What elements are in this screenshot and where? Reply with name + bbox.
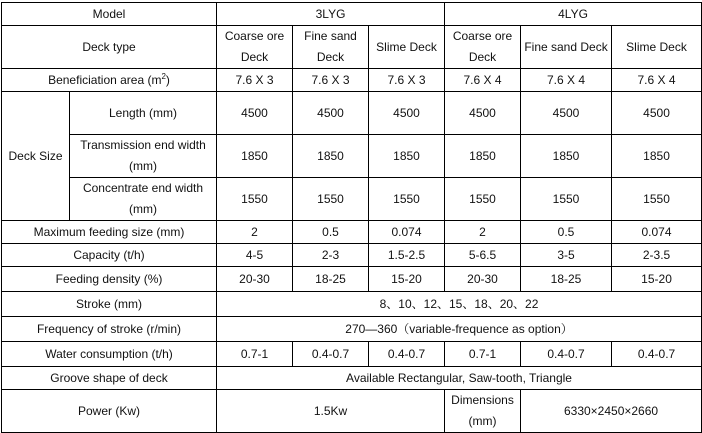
value-cell: 7.6 X 4 (521, 69, 612, 92)
value-cell: 1550 (612, 178, 702, 221)
beneficiation-label-text: Beneficiation area (m (48, 72, 162, 87)
model-row (2, 3, 702, 26)
power-row (2, 390, 702, 433)
value-cell: 2 (445, 221, 521, 244)
value-cell: 0.4-0.7 (293, 342, 369, 367)
value-cell: 5-6.5 (445, 244, 521, 267)
power-label: Power (Kw) (2, 390, 217, 433)
beneficiation-row (2, 69, 702, 92)
value-cell: 0.7-1 (217, 342, 293, 367)
value-cell: 15-20 (612, 267, 702, 292)
value-cell: 18-25 (521, 267, 612, 292)
value-cell: 1850 (521, 135, 612, 178)
value-cell: 1850 (445, 135, 521, 178)
feeding-density-label: Feeding density (%) (2, 267, 217, 292)
value-cell: 2-3.5 (612, 244, 702, 267)
frequency-value: 270—360（variable-frequence as option） (217, 317, 702, 342)
value-cell: 0.5 (521, 221, 612, 244)
value-cell: 1850 (293, 135, 369, 178)
value-cell: 0.7-1 (445, 342, 521, 367)
model-4lyg: 4LYG (445, 3, 702, 26)
spec-table (1, 2, 702, 433)
value-cell: 1850 (217, 135, 293, 178)
value-cell: 4500 (369, 92, 445, 135)
power-value: 1.5Kw (217, 390, 445, 433)
value-cell: 0.4-0.7 (369, 342, 445, 367)
value-cell: 7.6 X 3 (369, 69, 445, 92)
beneficiation-label-end: ) (165, 72, 170, 87)
deck-type-cell: Coarse ore Deck (217, 26, 293, 69)
value-cell: 0.4-0.7 (612, 342, 702, 367)
model-label: Model (2, 3, 217, 26)
value-cell: 7.6 X 3 (293, 69, 369, 92)
value-cell: 4500 (521, 92, 612, 135)
value-cell: 4-5 (217, 244, 293, 267)
value-cell: 1850 (369, 135, 445, 178)
water-consumption-label: Water consumption (t/h) (2, 342, 217, 367)
value-cell: 0.4-0.7 (521, 342, 612, 367)
value-cell: 0.5 (293, 221, 369, 244)
deck-type-cell: Fine sand Deck (521, 26, 612, 69)
value-cell: 20-30 (217, 267, 293, 292)
transmission-width-label: Transmission end width (mm) (70, 135, 217, 178)
deck-size-label: Deck Size (2, 92, 70, 221)
frequency-row (2, 317, 702, 342)
value-cell: 7.6 X 3 (217, 69, 293, 92)
value-cell: 1550 (445, 178, 521, 221)
value-cell: 3-5 (521, 244, 612, 267)
deck-type-cell: Slime Deck (369, 26, 445, 69)
transmission-width-row (2, 135, 702, 178)
value-cell: 2 (217, 221, 293, 244)
frequency-label: Frequency of stroke (r/min) (2, 317, 217, 342)
value-cell: 4500 (217, 92, 293, 135)
deck-length-row (2, 92, 702, 135)
deck-type-cell: Fine sand Deck (293, 26, 369, 69)
deck-length-label: Length (mm) (70, 92, 217, 135)
value-cell: 4500 (445, 92, 521, 135)
groove-shape-row (2, 367, 702, 390)
capacity-label: Capacity (t/h) (2, 244, 217, 267)
value-cell: 0.074 (369, 221, 445, 244)
concentrate-width-row (2, 178, 702, 221)
value-cell: 1550 (217, 178, 293, 221)
value-cell: 1550 (369, 178, 445, 221)
value-cell: 18-25 (293, 267, 369, 292)
stroke-value: 8、10、12、15、18、20、22 (217, 292, 702, 317)
deck-type-cell: Slime Deck (612, 26, 702, 69)
value-cell: 4500 (612, 92, 702, 135)
value-cell: 2-3 (293, 244, 369, 267)
feeding-density-row (2, 267, 702, 292)
beneficiation-label-sup: 2 (161, 71, 166, 81)
deck-type-cell: Coarse ore Deck (445, 26, 521, 69)
value-cell: 1.5-2.5 (369, 244, 445, 267)
value-cell: 7.6 X 4 (445, 69, 521, 92)
value-cell: 20-30 (445, 267, 521, 292)
stroke-label: Stroke (mm) (2, 292, 217, 317)
value-cell: 1850 (612, 135, 702, 178)
value-cell: 1550 (521, 178, 612, 221)
groove-shape-value: Available Rectangular, Saw-tooth, Triangle (217, 367, 702, 390)
model-3lyg: 3LYG (217, 3, 445, 26)
stroke-row (2, 292, 702, 317)
max-feeding-size-label: Maximum feeding size (mm) (2, 221, 217, 244)
groove-shape-label: Groove shape of deck (2, 367, 217, 390)
value-cell: 4500 (293, 92, 369, 135)
water-consumption-row (2, 342, 702, 367)
deck-type-row (2, 26, 702, 69)
value-cell: 15-20 (369, 267, 445, 292)
max-feeding-size-row (2, 221, 702, 244)
deck-type-label: Deck type (2, 26, 217, 69)
beneficiation-label (2, 69, 217, 92)
dimensions-label: Dimensions (mm) (445, 390, 521, 433)
value-cell: 7.6 X 4 (612, 69, 702, 92)
value-cell: 1550 (293, 178, 369, 221)
concentrate-width-label: Concentrate end width (mm) (70, 178, 217, 221)
capacity-row (2, 244, 702, 267)
value-cell: 0.074 (612, 221, 702, 244)
dimensions-value: 6330×2450×2660 (521, 390, 702, 433)
